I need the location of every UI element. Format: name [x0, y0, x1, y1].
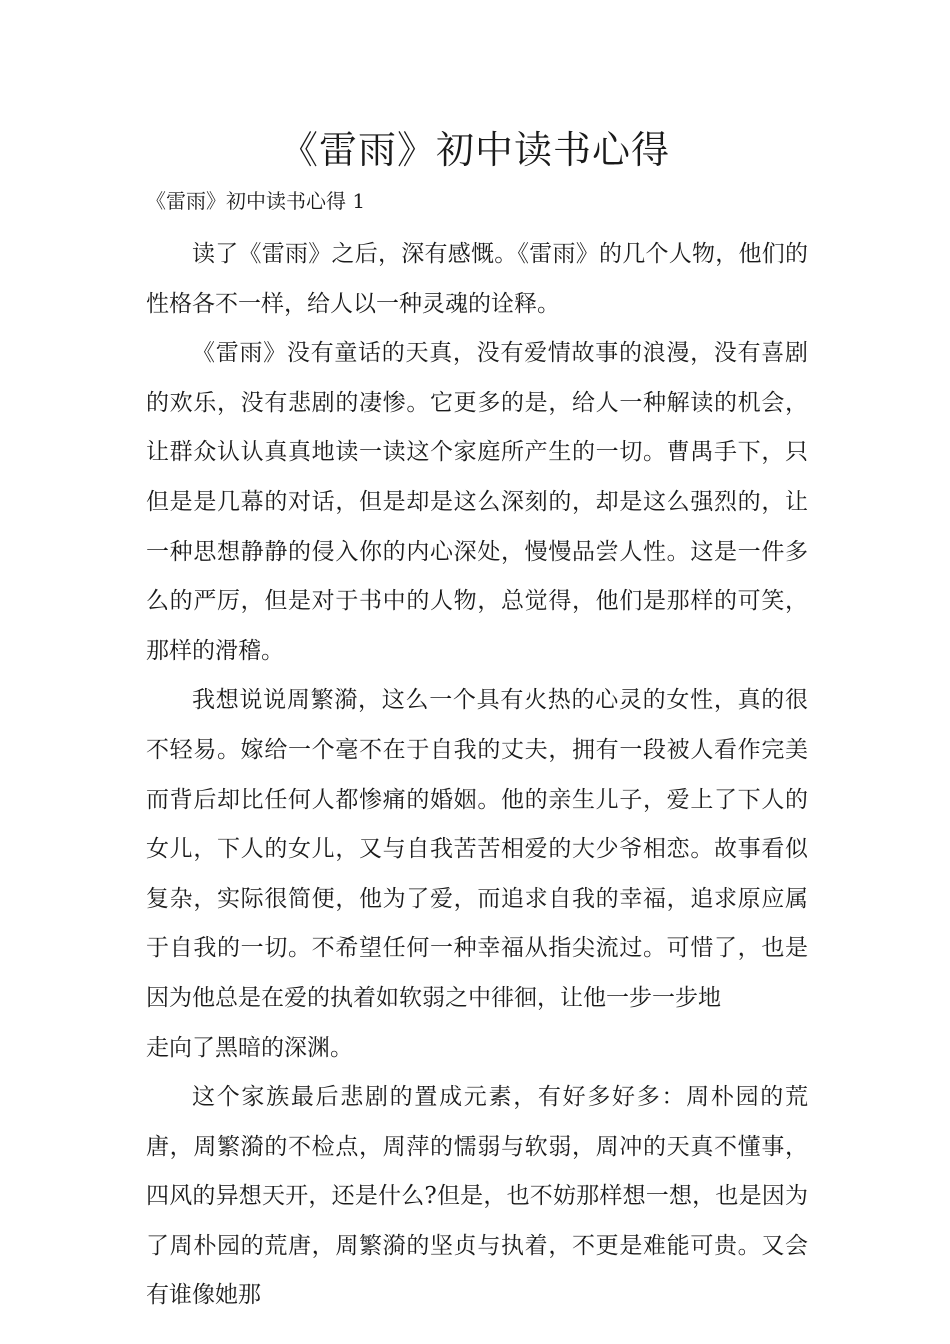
paragraph-3-continued: 走向了黑暗的深渊。 — [146, 1034, 353, 1061]
paragraph-2: 《雷雨》没有童话的天真，没有爱情故事的浪漫，没有喜剧的欢乐，没有悲剧的凄惨。它更多的是，给人一种解读的机会，让群众认认真真地读一读这个家庭所产生的一切。曹禺手下，只但是是几幕的对话，但是却是这么深刻的，却是这么强烈的，让一种思想静静的侵入你的内心深处，慢慢品尝人性。这是一件多么的严厉，但是对于书中的人物，总觉得，他们是那样的可笑，那样的滑稽。 — [146, 340, 808, 664]
paragraph-4: 这个家族最后悲剧的置成元素，有好多好多：周朴园的荒唐，周繁漪的不检点，周萍的懦弱与软弱，周冲的天真不懂事，四风的异想天开，还是什么?但是，也不妨那样想一想，也是因为了周朴园的荒唐，周繁漪的坚贞与执着，不更是难能可贵。又会有谁像她那 — [146, 1084, 808, 1309]
document-subtitle: 《雷雨》初中读书心得 1 — [146, 189, 366, 213]
document-title: 《雷雨》初中读书心得 — [279, 128, 670, 172]
paragraph-3: 我想说说周繁漪，这么一个具有火热的心灵的女性，真的很不轻易。嫁给一个毫不在于自我的丈夫，拥有一段被人看作完美而背后却比任何人都惨痛的婚姻。他的亲生儿子，爱上了下人的女儿，下人的女儿，又与自我苦苦相爱的大少爷相恋。故事看似复杂，实际很简便，他为了爱，而追求自我的幸福，追求原应属于自我的一切。不希望任何一种幸福从指尖流过。可惜了，也是因为他总是在爱的执着如软弱之中徘徊，让他一步一步地 — [146, 687, 808, 1011]
paragraph-1: 读了《雷雨》之后，深有感慨。《雷雨》的几个人物，他们的性格各不一样，给人以一种灵魂的诠释。 — [146, 241, 808, 317]
document-body — [146, 230, 808, 1321]
